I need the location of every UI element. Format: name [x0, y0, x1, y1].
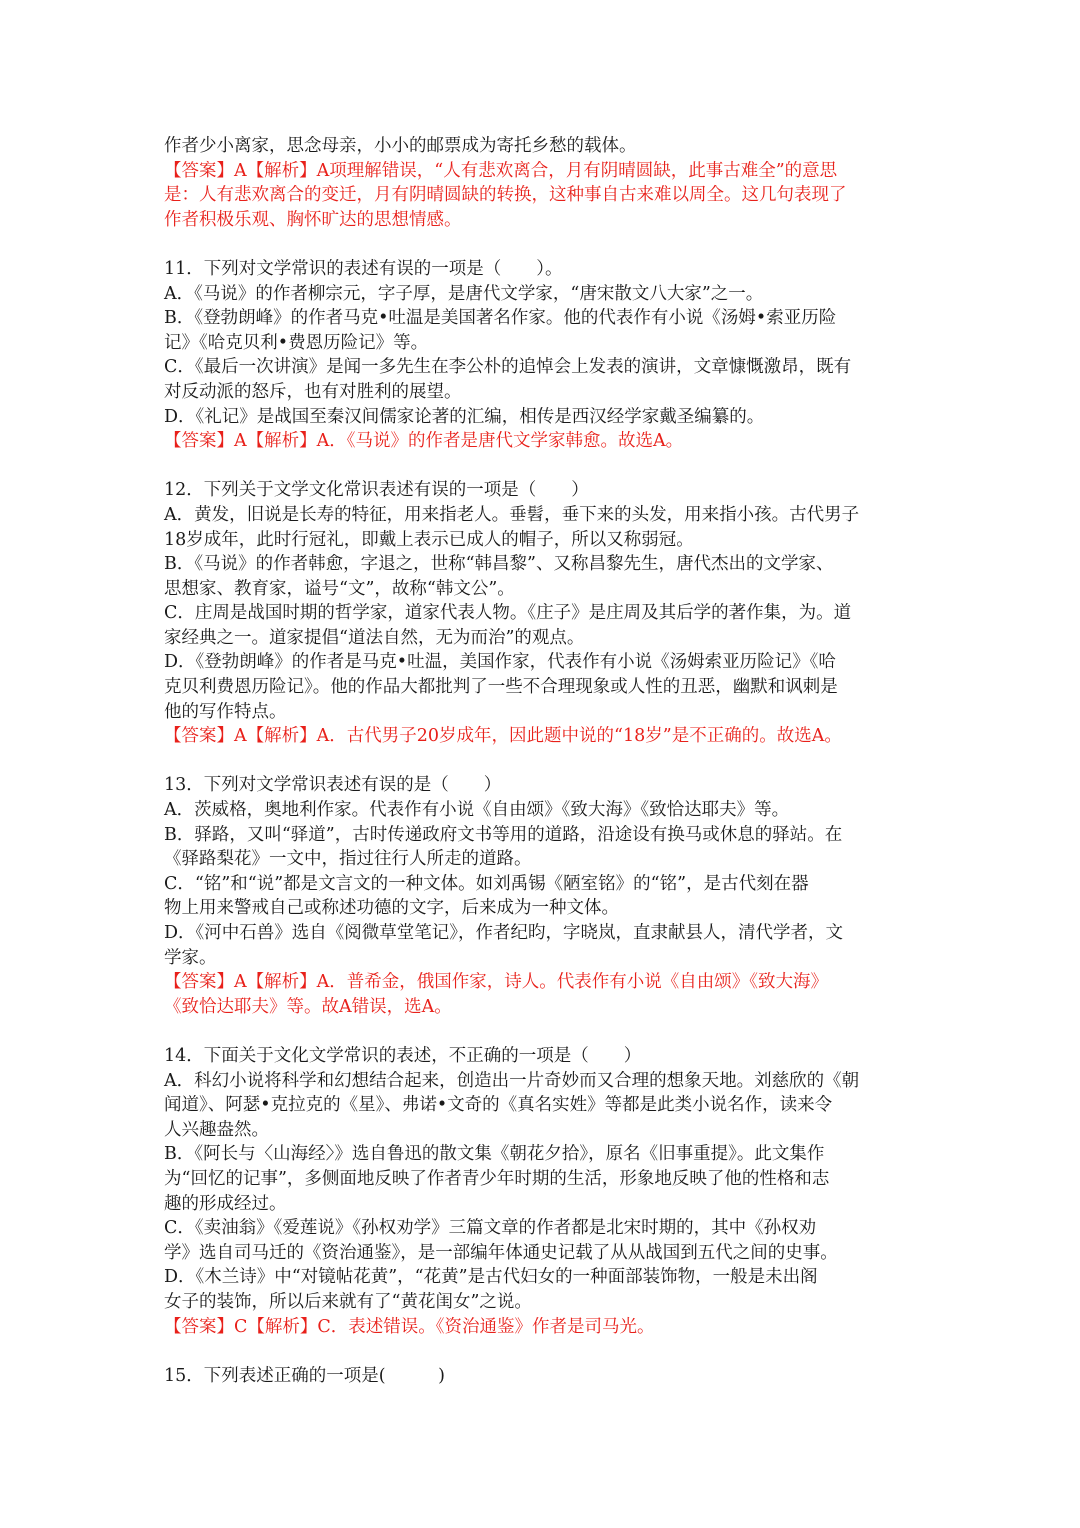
- question-12: [164, 478, 924, 749]
- option-c-cont: 物上用来警戒自己或称述功德的文字，后来成为一种文体。: [164, 898, 619, 919]
- option-b: B．《阿长与〈山海经〉》选自鲁迅的散文集《朝花夕拾》，原名《旧事重提》。此文集作: [164, 1144, 825, 1165]
- option-c: C．《卖油翁》《爱莲说》《孙权劝学》三篇文章的作者都是北宋时期的，其中《孙权劝: [164, 1218, 817, 1239]
- option-c: C．《最后一次讲演》是闻一多先生在李公朴的追悼会上发表的演讲，文章慷慨激昂，既有: [164, 357, 852, 378]
- answer-text: 【答案】A【解析】A．普希金，俄国作家，诗人。代表作有小说《自由颂》《致大海》: [164, 972, 829, 993]
- document-page: [164, 134, 924, 1388]
- option-d-cont: 学家。: [164, 947, 217, 968]
- question-stem: 12．下列关于文学文化常识表述有误的一项是（ ）: [164, 480, 589, 501]
- question-11: [164, 257, 924, 454]
- option-c: C．庄周是战国时期的哲学家，道家代表人物。《庄子》是庄周及其后学的著作集，为。道: [164, 603, 852, 624]
- answer-text: 作者积极乐观、胸怀旷达的思想情感。: [164, 209, 462, 230]
- question-text: 作者少小离家，思念母亲，小小的邮票成为寄托乡愁的载体。: [164, 136, 637, 156]
- option-a: A．科幻小说将科学和幻想结合起来，创造出一片奇妙而又合理的想象天地。刘慈欣的《朝: [164, 1070, 860, 1091]
- option-a: A．茨威格，奥地利作家。代表作有小说《自由颂》《致大海》《致恰达耶夫》等。: [164, 800, 790, 821]
- option-d-cont: 他的写作特点。: [164, 701, 287, 722]
- option-d-cont: 女子的装饰，所以后来就有了“黄花闺女”之说。: [164, 1291, 532, 1312]
- question-13: [164, 773, 924, 1019]
- option-b: B．《登勃朗峰》的作者马克•吐温是美国著名作家。他的代表作有小说《汤姆•索亚历险: [164, 308, 837, 329]
- option-a: A．《马说》的作者柳宗元，字子厚，是唐代文学家，“唐宋散文八大家”之一。: [164, 283, 764, 304]
- option-b-cont: 为“回忆的记事”，多侧面地反映了作者青少年时期的生活，形象地反映了他的性格和志: [164, 1168, 830, 1189]
- option-d: D．《河中石兽》选自《阅微草堂笔记》，作者纪昀，字晓岚，直隶献县人，清代学者，文: [164, 923, 844, 943]
- option-d-cont: 克贝利费恩历险记》。他的作品大都批判了一些不合理现象或人性的丑恶，幽默和讽刺是: [164, 677, 838, 698]
- option-a-cont: 人兴趣盎然。: [164, 1119, 269, 1140]
- answer-text: 【答案】A【解析】A．《马说》的作者是唐代文学家韩愈。故选A。: [164, 431, 684, 452]
- question-stem: 11．下列对文学常识的表述有误的一项是（ ）。: [164, 258, 563, 279]
- option-b: B．驿路，又叫“驿道”，古时传递政府文书等用的道路，沿途设有换马或休息的驿站。在: [164, 824, 843, 845]
- answer-text: 【答案】A【解析】A．古代男子20岁成年，因此题中说的“18岁”是不正确的。故选A。: [164, 726, 842, 747]
- option-d: D．《礼记》是战国至秦汉间儒家论著的汇编，相传是西汉经学家戴圣编纂的。: [164, 406, 765, 427]
- option-d: D．《登勃朗峰》的作者是马克•吐温，美国作家，代表作有小说《汤姆索亚历险记》《哈: [164, 652, 836, 673]
- option-c: C．“铭”和“说”都是文言文的一种文体。如刘禹锡《陋室铭》的“铭”，是古代刻在器: [164, 873, 809, 894]
- question-stem: 14．下面关于文化文学常识的表述，不正确的一项是（ ）: [164, 1045, 642, 1066]
- option-b: B．《马说》的作者韩愈，字退之，世称“韩昌黎”、又称昌黎先生，唐代杰出的文学家、: [164, 554, 834, 575]
- option-a-cont: 18岁成年，此时行冠礼，即戴上表示已成人的帽子，所以又称弱冠。: [164, 529, 694, 550]
- option-c-cont: 家经典之一。道家提倡“道法自然，无为而治”的观点。: [164, 627, 585, 648]
- question-14: [164, 1044, 924, 1339]
- answer-text: 【答案】C【解析】C．表述错误。《资治通鉴》作者是司马光。: [164, 1316, 655, 1337]
- answer-text: 【答案】A【解析】A项理解错误，“人有悲欢离合，月有阴晴圆缺，此事古难全”的意思: [164, 160, 838, 181]
- answer-text: 《致恰达耶夫》等。故A错误，选A。: [164, 996, 452, 1017]
- option-c-cont: 对反动派的怒斥，也有对胜利的展望。: [164, 381, 462, 402]
- option-b-cont: 记》《哈克贝利•费恩历险记》等。: [164, 332, 429, 353]
- option-b-cont: 《驿路梨花》一文中，指过往行人所走的道路。: [164, 849, 532, 870]
- question-10-tail: [164, 134, 924, 232]
- option-a-cont: 闻道》、阿瑟•克拉克的《星》、弗诺•文奇的《真名实姓》等都是此类小说名作，读来令: [164, 1095, 833, 1116]
- option-b-cont: 趣的形成经过。: [164, 1193, 287, 1214]
- option-d: D．《木兰诗》中“对镜帖花黄”，“花黄”是古代妇女的一种面部装饰物，一般是未出阁: [164, 1267, 818, 1288]
- question-15: [164, 1364, 924, 1389]
- option-c-cont: 学》选自司马迁的《资治通鉴》，是一部编年体通史记载了从从战国到五代之间的史事。: [164, 1242, 838, 1263]
- option-b-cont: 思想家、教育家，谥号“文”，故称“韩文公”。: [164, 578, 515, 599]
- answer-text: 是：人有悲欢离合的变迁，月有阴晴圆缺的转换，这种事自古来难以周全。这几句表现了: [164, 185, 847, 206]
- option-a: A．黄发，旧说是长寿的特征，用来指老人。垂髫，垂下来的头发，用来指小孩。古代男子: [164, 504, 860, 525]
- question-stem: 13．下列对文学常识表述有误的是（ ）: [164, 775, 502, 796]
- question-stem: 15．下列表述正确的一项是( ): [164, 1365, 445, 1386]
